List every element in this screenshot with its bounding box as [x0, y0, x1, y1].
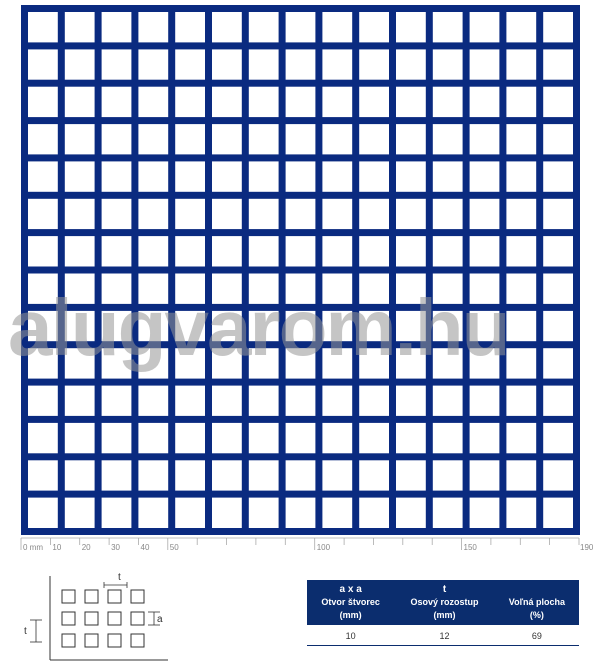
ruler-label: 20 [81, 543, 91, 552]
horizontal-wire [21, 192, 580, 199]
schematic-opening [131, 590, 144, 603]
schematic-opening [62, 612, 75, 625]
horizontal-wire [21, 5, 580, 12]
pattern-schematic [20, 570, 170, 662]
header-opening-unit: (mm) [339, 610, 362, 620]
horizontal-wire [21, 42, 580, 49]
cell-pitch: 12 [394, 625, 495, 646]
horizontal-wire [21, 453, 580, 460]
schematic-opening [62, 590, 75, 603]
schematic-a-label: a [157, 614, 163, 625]
scale-ruler [21, 536, 594, 558]
header-opening-title: Otvor štvorec [321, 597, 380, 607]
spec-table [307, 580, 579, 646]
watermark-text: alugvarom.hu [8, 283, 509, 372]
horizontal-wire [21, 491, 580, 498]
cell-opening: 10 [307, 625, 394, 646]
horizontal-wire [21, 117, 580, 124]
header-pitch [394, 580, 495, 625]
ruler-label: 40 [140, 543, 150, 552]
schematic-opening [131, 612, 144, 625]
schematic-dimension-t-top [104, 582, 127, 588]
header-opening-symbol: a x a [339, 584, 362, 595]
ruler-label: 0 mm [23, 543, 43, 552]
ruler-label: 10 [52, 543, 62, 552]
header-open-area [495, 580, 579, 625]
header-open-area-unit: (%) [529, 610, 544, 620]
schematic-opening [85, 590, 98, 603]
header-pitch-symbol: t [442, 584, 447, 595]
schematic-opening [62, 634, 75, 647]
ruler-label: 150 [463, 543, 477, 552]
schematic-dimension-t-left [30, 620, 42, 642]
horizontal-wire [21, 154, 580, 161]
schematic-t-left-label: t [24, 626, 27, 637]
header-open-area-title: Voľná plocha [508, 597, 566, 607]
schematic-opening [85, 634, 98, 647]
schematic-opening [108, 612, 121, 625]
ruler-label: 50 [169, 543, 179, 552]
spec-table-row [307, 625, 579, 646]
watermark [8, 285, 598, 370]
horizontal-wire [21, 267, 580, 274]
cell-open-area: 69 [495, 625, 579, 646]
horizontal-wire [21, 379, 580, 386]
ruler-label: 100 [316, 543, 331, 552]
schematic-opening [108, 590, 121, 603]
schematic-opening [131, 634, 144, 647]
ruler-label: 30 [111, 543, 121, 552]
ruler-label: 190 [580, 543, 594, 552]
header-pitch-unit: (mm) [433, 610, 456, 620]
horizontal-wire [21, 416, 580, 423]
spec-table-header-row [307, 580, 579, 625]
header-opening [307, 580, 394, 625]
header-pitch-title: Osový rozostup [410, 597, 479, 607]
horizontal-wire [21, 80, 580, 87]
schematic-t-top-label: t [118, 572, 121, 583]
schematic-opening [85, 612, 98, 625]
wire-mesh-image [21, 5, 580, 535]
schematic-opening [108, 634, 121, 647]
horizontal-wire [21, 528, 580, 535]
horizontal-wire [21, 229, 580, 236]
